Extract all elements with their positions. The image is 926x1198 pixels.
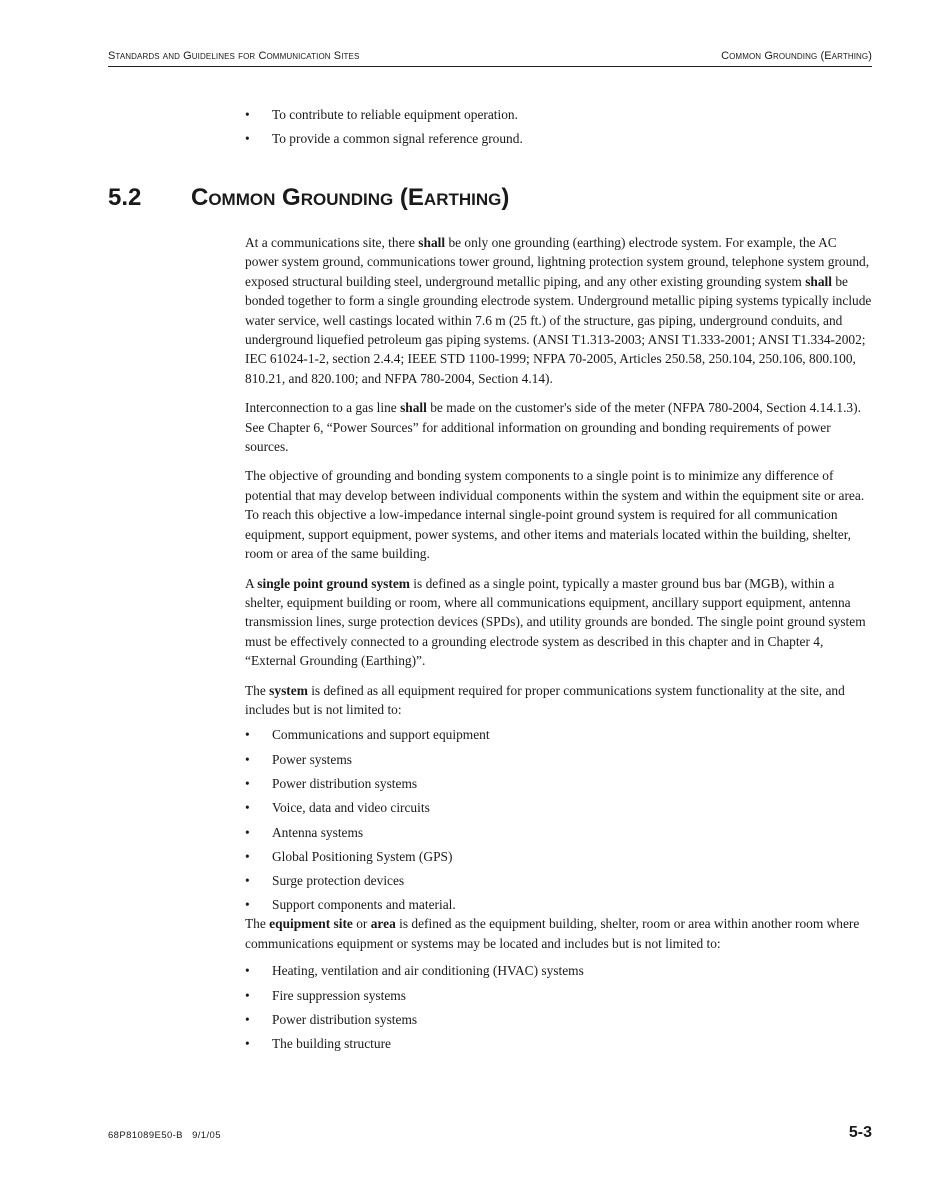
section-body [245, 233, 873, 1058]
bullet-icon: • [245, 897, 250, 913]
paragraph-gas-line: Interconnection to a gas line shall be made on the customer's side of the meter (NFPA 780-2004, Section 4.14.1.3). See Chapter 6, “Power Sources” for additional information on grounding and bonding requirements of power sources. [245, 400, 861, 455]
page-number: 5-3 [848, 1124, 872, 1141]
bullet-icon: • [245, 987, 250, 1003]
list-item: • Voice, data and video circuits [245, 798, 873, 822]
bullet-icon: • [245, 775, 250, 791]
bullet-icon: • [245, 963, 250, 979]
list-item: • Power systems [245, 750, 873, 774]
top-bullet-list-wrapper [245, 105, 873, 154]
site-bullet-list [245, 961, 873, 1058]
list-item: • To contribute to reliable equipment operation. [245, 105, 873, 129]
bullet-icon: • [245, 824, 250, 840]
paragraph-equipment-site-definition: The equipment site or area is defined as the equipment building, shelter, room or area within another room where communications equipment or systems may be located and includes but is not limited to: [245, 916, 860, 951]
paragraph-objective: The objective of grounding and bonding system components to a single point is to minimize any difference of potential that may develop between individual components within the system and within the equipment site or area. To reach this objective a low-impedance internal single-point ground system is required for all communication equipment, support equipment, power systems, and other items and materials located within the building, shelter, room or area of the same building. [245, 468, 865, 562]
bullet-icon: • [245, 131, 250, 147]
bullet-icon: • [245, 107, 250, 122]
list-item: • Surge protection devices [245, 871, 873, 895]
list-item: • Heating, ventilation and air conditioning (HVAC) systems [245, 961, 873, 985]
list-item: • Power distribution systems [245, 1010, 873, 1034]
paragraph-system-definition: The system is defined as all equipment required for proper communications system functionality at the site, and includes but is not limited to: [245, 682, 845, 717]
list-item: • Support components and material. [245, 895, 873, 914]
paragraph-single-electrode: At a communications site, there shall be only one grounding (earthing) electrode system. For example, the AC power system ground, communications tower ground, lightning protection system ground, telephone system ground, exposed structural building steel, underground metallic piping, and any other existing grounding system shall be bonded together to form a single grounding electrode system. Underground metallic piping systems typically include water service, well castings located within 7.6 m (25 ft.) of the structure, gas piping, underground conduits, and underground liquefied petroleum gas piping systems. (ANSI T1.313-2003; ANSI T1.333-2001; ANSI T1.334-2002; IEC 61024-1-2, section 2.4.4; IEEE STD 1100-1999; NFPA 70-2005, Articles 250.58, 250.104, 250.106, 800.100, 810.21, and 820.100; and NFPA 780-2004, Section 4.14). [245, 235, 872, 386]
section-number: 5.2 [108, 184, 142, 211]
bullet-icon: • [245, 1011, 250, 1027]
bullet-icon: • [245, 848, 250, 864]
bullet-icon: • [245, 751, 250, 767]
list-item: • Fire suppression systems [245, 986, 873, 1010]
top-bullet-list [245, 105, 873, 154]
paragraph-single-point-ground: A single point ground system is defined as a single point, typically a master ground bus bar (MGB), within a shelter, equipment building or room, where all communications equipment, ancillary support equipment, antenna transmission lines, surge protection devices (SPDs), and utility grounds are bonded. The single point ground system must be effectively connected to a grounding electrode system as described in this chapter and in Chapter 4, “External Grounding (Earthing)”. [245, 575, 866, 669]
running-header [108, 48, 872, 67]
list-item: • Communications and support equipment [245, 725, 873, 749]
list-item: • The building structure [245, 1034, 873, 1058]
system-bullet-list [245, 725, 873, 914]
footer-doc-id: 68P81089E50-B 9/1/05 [108, 1130, 221, 1141]
bullet-icon: • [245, 800, 250, 816]
header-document-title: Standards and Guidelines for Communication Sites [108, 50, 360, 62]
bullet-icon: • [245, 727, 250, 743]
list-item: • Power distribution systems [245, 774, 873, 798]
header-chapter-title: Common Grounding (Earthing) [721, 50, 872, 62]
section-title: Common Grounding (Earthing) [191, 184, 510, 211]
list-item: • To provide a common signal reference ground. [245, 129, 873, 153]
bullet-icon: • [245, 873, 250, 889]
list-item: • Antenna systems [245, 823, 873, 847]
bullet-icon: • [245, 1036, 250, 1052]
list-item: • Global Positioning System (GPS) [245, 847, 873, 871]
